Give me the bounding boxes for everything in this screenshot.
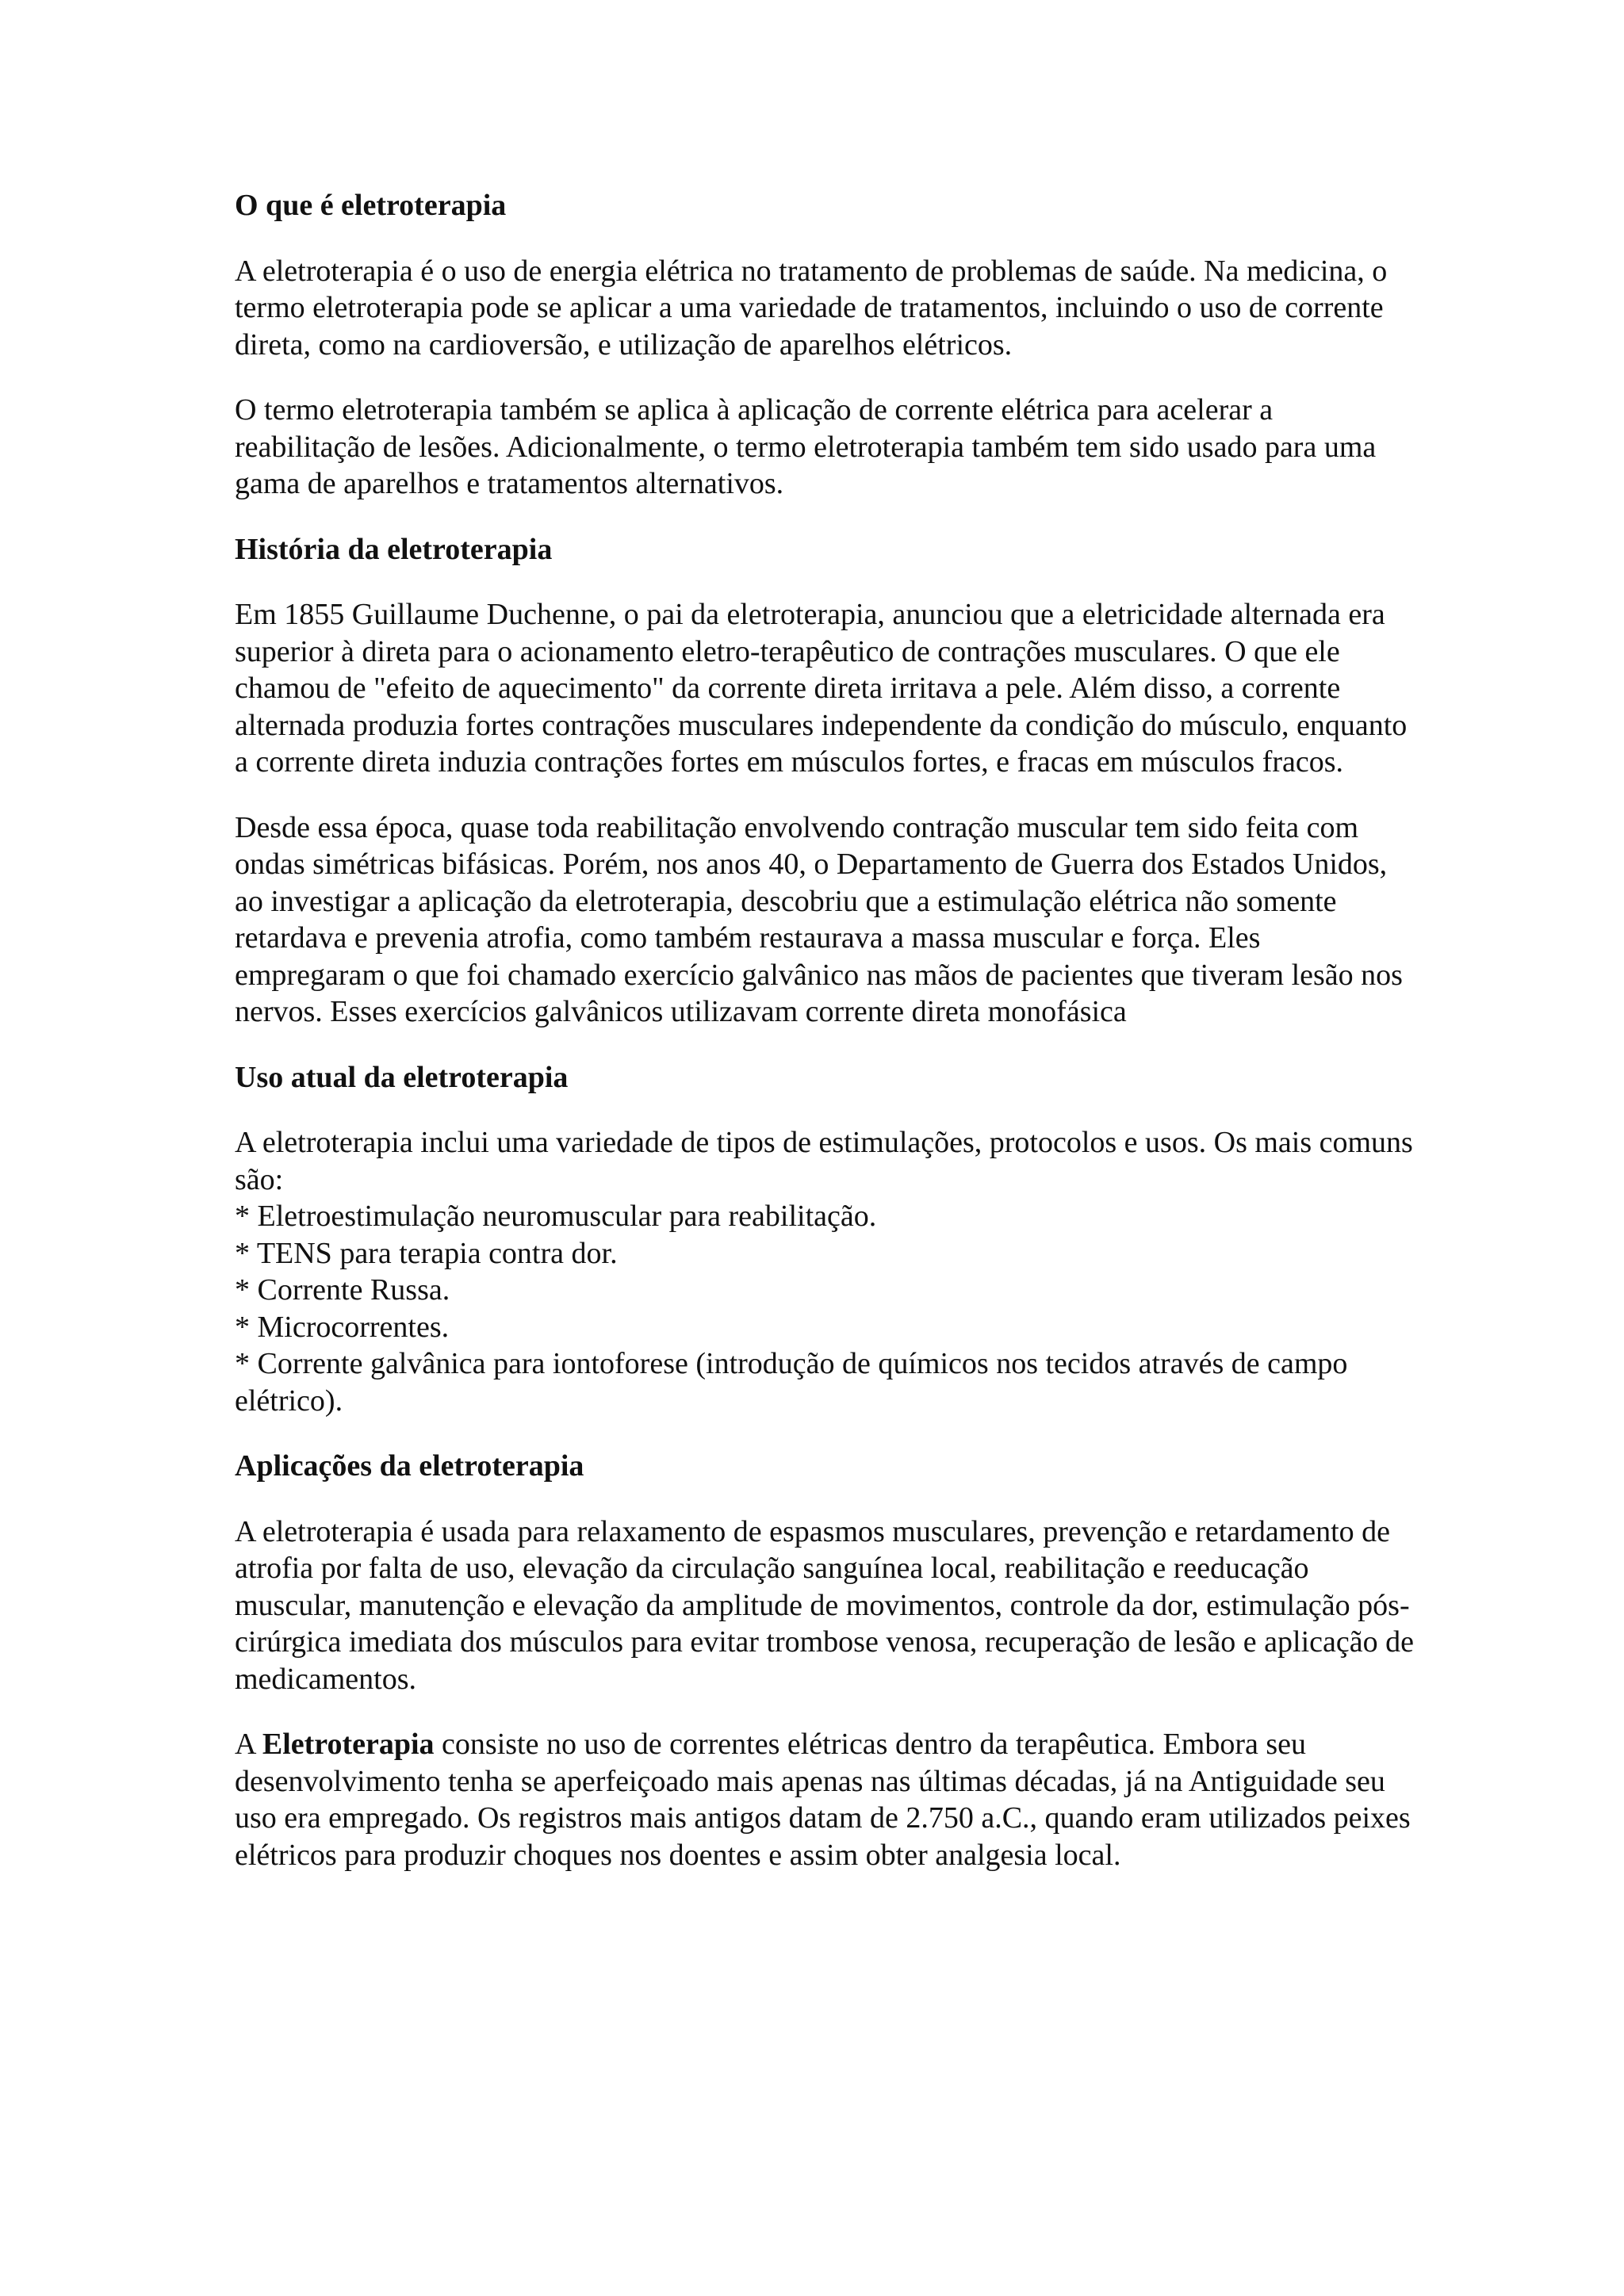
section-what-is <box>235 187 1416 503</box>
final-text: consiste no uso de correntes elétricas dentro da terapêutica. Embora seu desenvolvimento tenha se aperfeiçoado mais apenas nas últimas décadas, já na Antiguidade seu uso era empregado. Os registros mais antigos datam de 2.750 a.C., quando eram utilizados peixes elétricos para produzir choques nos doentes e assim obter analgesia local. <box>235 1728 1411 1872</box>
section-history <box>235 531 1416 1031</box>
bold-term: Eletroterapia <box>262 1728 435 1761</box>
section-applications <box>235 1448 1416 1873</box>
paragraph: Desde essa época, quase toda reabilitação envolvendo contração muscular tem sido feita com ondas simétricas bifásicas. Porém, nos anos 40, o Departamento de Guerra dos Estados Unidos, ao investigar a aplicação da eletroterapia, descobriu que a estimulação elétrica não somente retardava e prevenia atrofia, como também restaurava a massa muscular e força. Eles empregaram o que foi chamado exercício galvânico nas mãos de pacientes que tiveram lesão nos nervos. Esses exercícios galvânicos utilizavam corrente direta monofásica <box>235 810 1403 1028</box>
section-heading: Aplicações da eletroterapia <box>235 1449 584 1483</box>
paragraph: A eletroterapia é o uso de energia elétrica no tratamento de problemas de saúde. Na medicina, o termo eletroterapia pode se aplicar a uma variedade de tratamentos, incluindo o uso de corrente direta, como na cardioversão, e utilização de aparelhos elétricos. <box>235 254 1388 362</box>
section-heading: Uso atual da eletroterapia <box>235 1060 569 1094</box>
list-item: * Corrente Russa. <box>235 1273 450 1307</box>
list-item: * Corrente galvânica para iontoforese (introdução de químicos nos tecidos através de campo elétrico). <box>235 1347 1348 1418</box>
list-intro: A eletroterapia inclui uma variedade de tipos de estimulações, protocolos e usos. Os mais comuns são: <box>235 1126 1413 1196</box>
uses-list <box>235 1198 1416 1419</box>
list-item: * Eletroestimulação neuromuscular para reabilitação. <box>235 1200 877 1233</box>
list-item: * TENS para terapia contra dor. <box>235 1236 618 1270</box>
final-paragraph <box>235 1726 1416 1873</box>
list-item: * Microcorrentes. <box>235 1310 450 1344</box>
section-current-use <box>235 1059 1416 1420</box>
section-heading: História da eletroterapia <box>235 532 553 566</box>
paragraph: A eletroterapia é usada para relaxamento de espasmos musculares, prevenção e retardamento de atrofia por falta de uso, elevação da circulação sanguínea local, reabilitação e reeducação muscular, manutenção e elevação da amplitude de movimentos, controle da dor, estimulação pós-cirúrgica imediata dos músculos para evitar trombose venosa, recuperação de lesão e aplicação de medicamentos. <box>235 1514 1414 1696</box>
paragraph: O termo eletroterapia também se aplica à aplicação de corrente elétrica para acelerar a reabilitação de lesões. Adicionalmente, o termo eletroterapia também tem sido usado para uma gama de aparelhos e tratamentos alternativos. <box>235 393 1377 500</box>
section-heading: O que é eletroterapia <box>235 189 507 222</box>
paragraph: Em 1855 Guillaume Duchenne, o pai da eletroterapia, anunciou que a eletricidade alternada era superior à direta para o acionamento eletro-terapêutico de contrações musculares. O que ele chamou de "efeito de aquecimento" da corrente direta irritava a pele. Além disso, a corrente alternada produzia fortes contrações musculares independente da condição do músculo, enquanto a corrente direta induzia contrações fortes em músculos fortes, e fracas em músculos fracos. <box>235 598 1408 779</box>
document-page <box>235 187 1416 1873</box>
final-prefix: A <box>235 1728 262 1761</box>
